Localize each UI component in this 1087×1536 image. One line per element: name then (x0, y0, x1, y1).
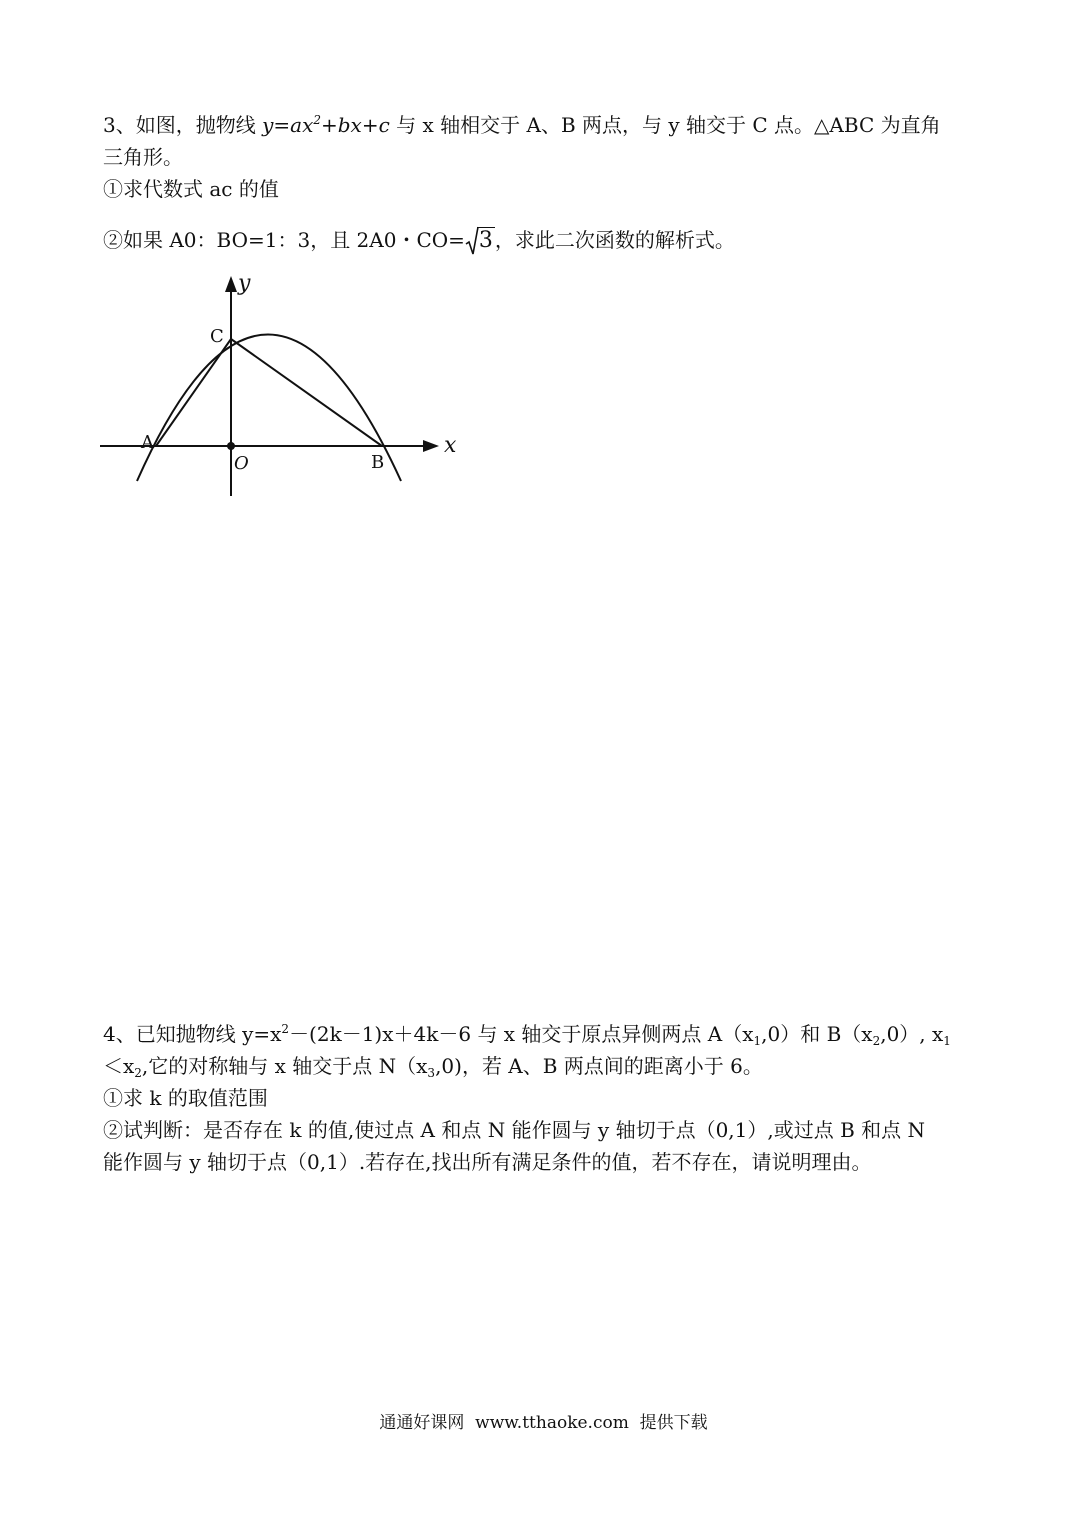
parabola-figure (95, 268, 475, 503)
q3-text: 与 x 轴相交于 A、B 两点，与 y 轴交于 C 点。△ABC 为直角 (389, 113, 941, 137)
x-axis-arrow (423, 440, 439, 452)
q4-superscript: 2 (281, 1022, 290, 1036)
q4-subscript: 1 (943, 1034, 951, 1048)
parabola-curve (137, 335, 401, 482)
sqrt-radicand: 3 (478, 228, 493, 253)
q4-text: ,0)，若 A、B 两点间的距离小于 6。 (435, 1054, 763, 1078)
q4-text: －(2k－1)x＋4k－6 与 x 轴交于原点异侧两点 A（x (289, 1022, 754, 1046)
y-axis-arrow (225, 276, 237, 292)
origin-label: O (234, 453, 249, 474)
y-axis-label: y (238, 271, 251, 296)
segment-bc (231, 339, 382, 446)
q4-text: ,0）, x (880, 1022, 944, 1046)
q4-text: 4、已知抛物线 y=x (103, 1022, 282, 1046)
q3-text: 3、如图，抛物线 (103, 113, 263, 137)
q4-subscript: 2 (872, 1034, 881, 1048)
point-c-label: C (210, 326, 224, 347)
q4-part-1: ①求 k 的取值范围 (103, 1086, 268, 1110)
q4-line-1 (103, 1020, 951, 1048)
segment-ac (156, 339, 231, 446)
q3-line-1 (103, 111, 941, 139)
q4-subscript: 2 (134, 1066, 142, 1080)
point-a-label: A (141, 432, 154, 453)
q4-part-2-continued: 能作圆与 y 轴切于点（0,1）.若存在,找出所有满足条件的值，若不存在，请说明理由。 (103, 1150, 872, 1174)
q4-part-2: ②试判断：是否存在 k 的值,使过点 A 和点 N 能作圆与 y 轴切于点（0,1）,或过点 B 和点 N (103, 1118, 926, 1142)
q4-subscript: 1 (753, 1034, 762, 1048)
q3-formula: $y=ax^2+bx+c$ (262, 113, 390, 137)
q3-part-1: ①求代数式 ac 的值 (103, 177, 279, 201)
q4-text: ＜x (103, 1054, 135, 1078)
sqrt-symbol (465, 226, 495, 254)
q4-line-2 (103, 1052, 763, 1080)
q4-text: ,它的对称轴与 x 轴交于点 N（x (141, 1054, 428, 1078)
q3-part-2-text: ②如果 A0：BO=1：3，且 2A0・CO= (103, 228, 465, 252)
q3-part-2-text: ，求此二次函数的解析式。 (494, 228, 735, 252)
q4-text: ,0）和 B（x (761, 1022, 873, 1046)
page-footer: 通通好课网 www.tthaoke.com 提供下载 (379, 1413, 708, 1433)
q4-subscript: 3 (427, 1066, 436, 1080)
q3-line-2: 三角形。 (103, 145, 183, 169)
x-axis-label: x (444, 433, 457, 458)
point-b-label: B (371, 452, 385, 473)
q3-part-2 (103, 226, 735, 254)
origin-point (227, 442, 235, 450)
